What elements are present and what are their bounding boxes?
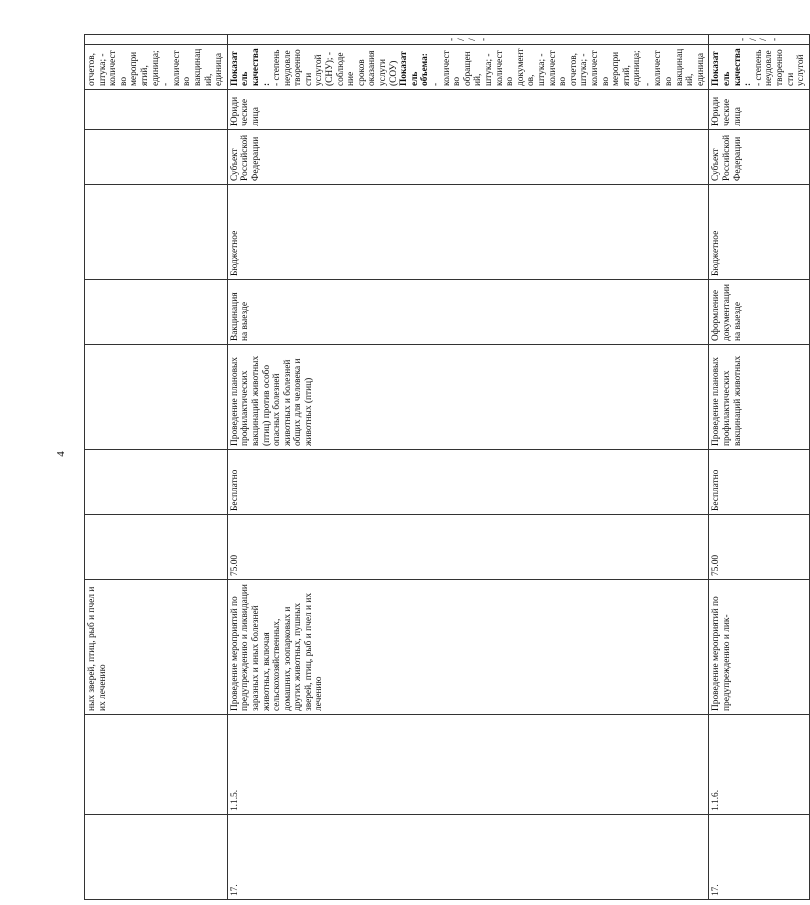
value2-cell: -//- (227, 35, 709, 45)
subject-cell: Субъект Российской Федерации (227, 130, 709, 185)
value2-cell: -//- (709, 35, 809, 45)
budget-cell (85, 185, 228, 280)
page-number: 4 (54, 451, 67, 457)
service-name-cell: ных зверей, птиц, рыб и пчел и их лечению (85, 580, 228, 715)
quality-indicator-label: Показатель качества: (229, 48, 272, 86)
form-cell: Оформление документации на выезде (709, 280, 809, 345)
indicators-cell (227, 45, 709, 90)
table-row (85, 35, 228, 900)
quality-indicator-items: - степень неудовлетворенности услугой (СНУ); - соблюдение сроков оказания услуги (СОУ) (272, 49, 399, 86)
code-cell (85, 715, 228, 815)
rotated-table (84, 35, 807, 900)
pay-type-cell: Бесплатно (227, 450, 709, 515)
consumer-cell (85, 90, 228, 130)
form-cell: Вакцинация на выезде (227, 280, 709, 345)
indicators-cell (709, 45, 809, 90)
table-row (227, 35, 709, 900)
content-cell: Проведение плановых профилактических вакцинаций животных (птиц) против особо опасных болезней животных и болезней общих для человека и животных (птиц) (227, 345, 709, 450)
service-name-cell: Проведение мероприятий по предупреждению и ликвидации заразных и иных болезней животных, включая сельскохозяйственных, домашних, зоопарковых и других животных, пушных зверей, птиц, рыб и пчел и их лечению (227, 580, 709, 715)
content-cell (85, 345, 228, 450)
form-cell (85, 280, 228, 345)
value2-cell (85, 35, 228, 45)
row-number-cell: 17. (709, 815, 809, 900)
content-cell: Проведение плановых профилактических вакцинаций животных (709, 345, 809, 450)
pay-type-cell: Бесплатно (709, 450, 809, 515)
price-cell: 75.00 (709, 515, 809, 580)
consumer-cell: Юридические лица (709, 90, 809, 130)
pay-type-cell (85, 450, 228, 515)
price-cell (85, 515, 228, 580)
code-cell: 1.1.6. (709, 715, 809, 815)
indicators-cell: отчетов, штука; - количество мероприятий, единица; - количество вакцинаций, единица (85, 45, 228, 90)
price-cell: 75.00 (227, 515, 709, 580)
code-cell: 1.1.5. (227, 715, 709, 815)
table-viewport (84, 35, 807, 900)
quality-indicator-label: Показатель качества: (711, 48, 754, 86)
service-name-cell: Проведение мероприятий по предупреждению и лик- (709, 580, 809, 715)
subject-cell: Субъект Российской Федерации (709, 130, 809, 185)
row-number-cell: 17. (227, 815, 709, 900)
volume-indicator-items: - количество обращений, штука; - количество документов, штука; - количество отчетов, штука; - количество мероприятий, единица; - количество вакцинаций, единица (431, 48, 706, 86)
quality-indicator-items: - степень неудовлетворенности услугой (753, 49, 807, 86)
budget-cell: Бюджетное (709, 185, 809, 280)
subject-cell (85, 130, 228, 185)
table-row (709, 35, 809, 900)
consumer-cell: Юридические лица (227, 90, 709, 130)
budget-cell: Бюджетное (227, 185, 709, 280)
volume-indicator-label: Показатель объема: (399, 51, 431, 86)
services-table (84, 34, 810, 900)
row-number-cell (85, 815, 228, 900)
